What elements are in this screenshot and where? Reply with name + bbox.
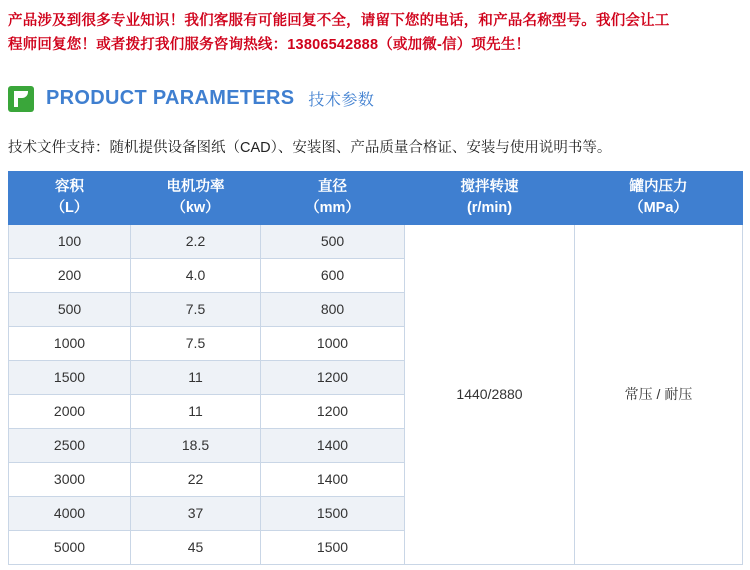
header-stirring-speed-unit: (r/min): [466, 199, 513, 216]
table-row: [9, 224, 743, 258]
cell-volume: 2000: [9, 394, 131, 428]
header-volume-name: 容积: [55, 178, 84, 195]
leaf-logo-icon: [8, 86, 34, 112]
section-header: [0, 64, 750, 118]
cell-diameter: 1500: [261, 530, 405, 564]
parameters-table: [8, 171, 743, 565]
cell-volume: 1000: [9, 326, 131, 360]
header-volume-unit: （L）: [50, 199, 89, 216]
cell-diameter: 1400: [261, 428, 405, 462]
header-stirring-speed-name: 搅拌转速: [460, 178, 519, 195]
cell-volume: 3000: [9, 462, 131, 496]
cell-volume: 500: [9, 292, 131, 326]
section-title-cn: 技术参数: [308, 92, 375, 110]
cell-motor-power: 22: [131, 462, 261, 496]
cell-volume: 5000: [9, 530, 131, 564]
cell-diameter: 1200: [261, 360, 405, 394]
header-volume: [9, 171, 131, 224]
cell-volume: 200: [9, 258, 131, 292]
cell-stirring-speed-merged: 1440/2880: [405, 224, 575, 564]
cell-diameter: 1500: [261, 496, 405, 530]
table-header-row: [9, 171, 743, 224]
header-diameter: [261, 171, 405, 224]
cell-volume: 4000: [9, 496, 131, 530]
cell-motor-power: 2.2: [131, 224, 261, 258]
section-title-en: PRODUCT PARAMETERS: [46, 87, 295, 110]
cell-motor-power: 7.5: [131, 326, 261, 360]
header-diameter-unit: （mm）: [305, 199, 360, 216]
parameters-table-wrap: [0, 171, 750, 565]
header-stirring-speed: [405, 171, 575, 224]
cell-diameter: 1400: [261, 462, 405, 496]
cell-diameter: 1000: [261, 326, 405, 360]
cell-tank-pressure-merged: 常压 / 耐压: [575, 224, 743, 564]
cell-diameter: 800: [261, 292, 405, 326]
cell-motor-power: 18.5: [131, 428, 261, 462]
cell-motor-power: 11: [131, 360, 261, 394]
cell-motor-power: 45: [131, 530, 261, 564]
cell-diameter: 1200: [261, 394, 405, 428]
cell-volume: 2500: [9, 428, 131, 462]
cell-motor-power: 7.5: [131, 292, 261, 326]
parameters-table-body: [9, 224, 743, 564]
cell-volume: 100: [9, 224, 131, 258]
header-diameter-name: 直径: [318, 178, 347, 195]
cell-volume: 1500: [9, 360, 131, 394]
header-motor-power-unit: （kw）: [171, 199, 220, 216]
cell-diameter: 500: [261, 224, 405, 258]
header-tank-pressure: [575, 171, 743, 224]
cell-motor-power: 37: [131, 496, 261, 530]
cell-motor-power: 4.0: [131, 258, 261, 292]
notice-line-1: 产品涉及到很多专业知识！我们客服有可能回复不全，请留下您的电话，和产品名称型号。我们会让工: [8, 13, 670, 29]
cell-motor-power: 11: [131, 394, 261, 428]
cell-diameter: 600: [261, 258, 405, 292]
technical-document-note: 技术文件支持：随机提供设备图纸（CAD）、安装图、产品质量合格证、安装与使用说明书等。: [8, 139, 612, 156]
header-tank-pressure-name: 罐内压力: [629, 178, 688, 195]
contact-notice: [0, 0, 750, 64]
header-tank-pressure-unit: （MPa）: [629, 199, 688, 216]
header-motor-power: [131, 171, 261, 224]
header-motor-power-name: 电机功率: [166, 178, 225, 195]
notice-line-2: 程师回复您！或者拨打我们服务咨询热线：13806542888（或加微-信）项先生！: [8, 36, 531, 53]
